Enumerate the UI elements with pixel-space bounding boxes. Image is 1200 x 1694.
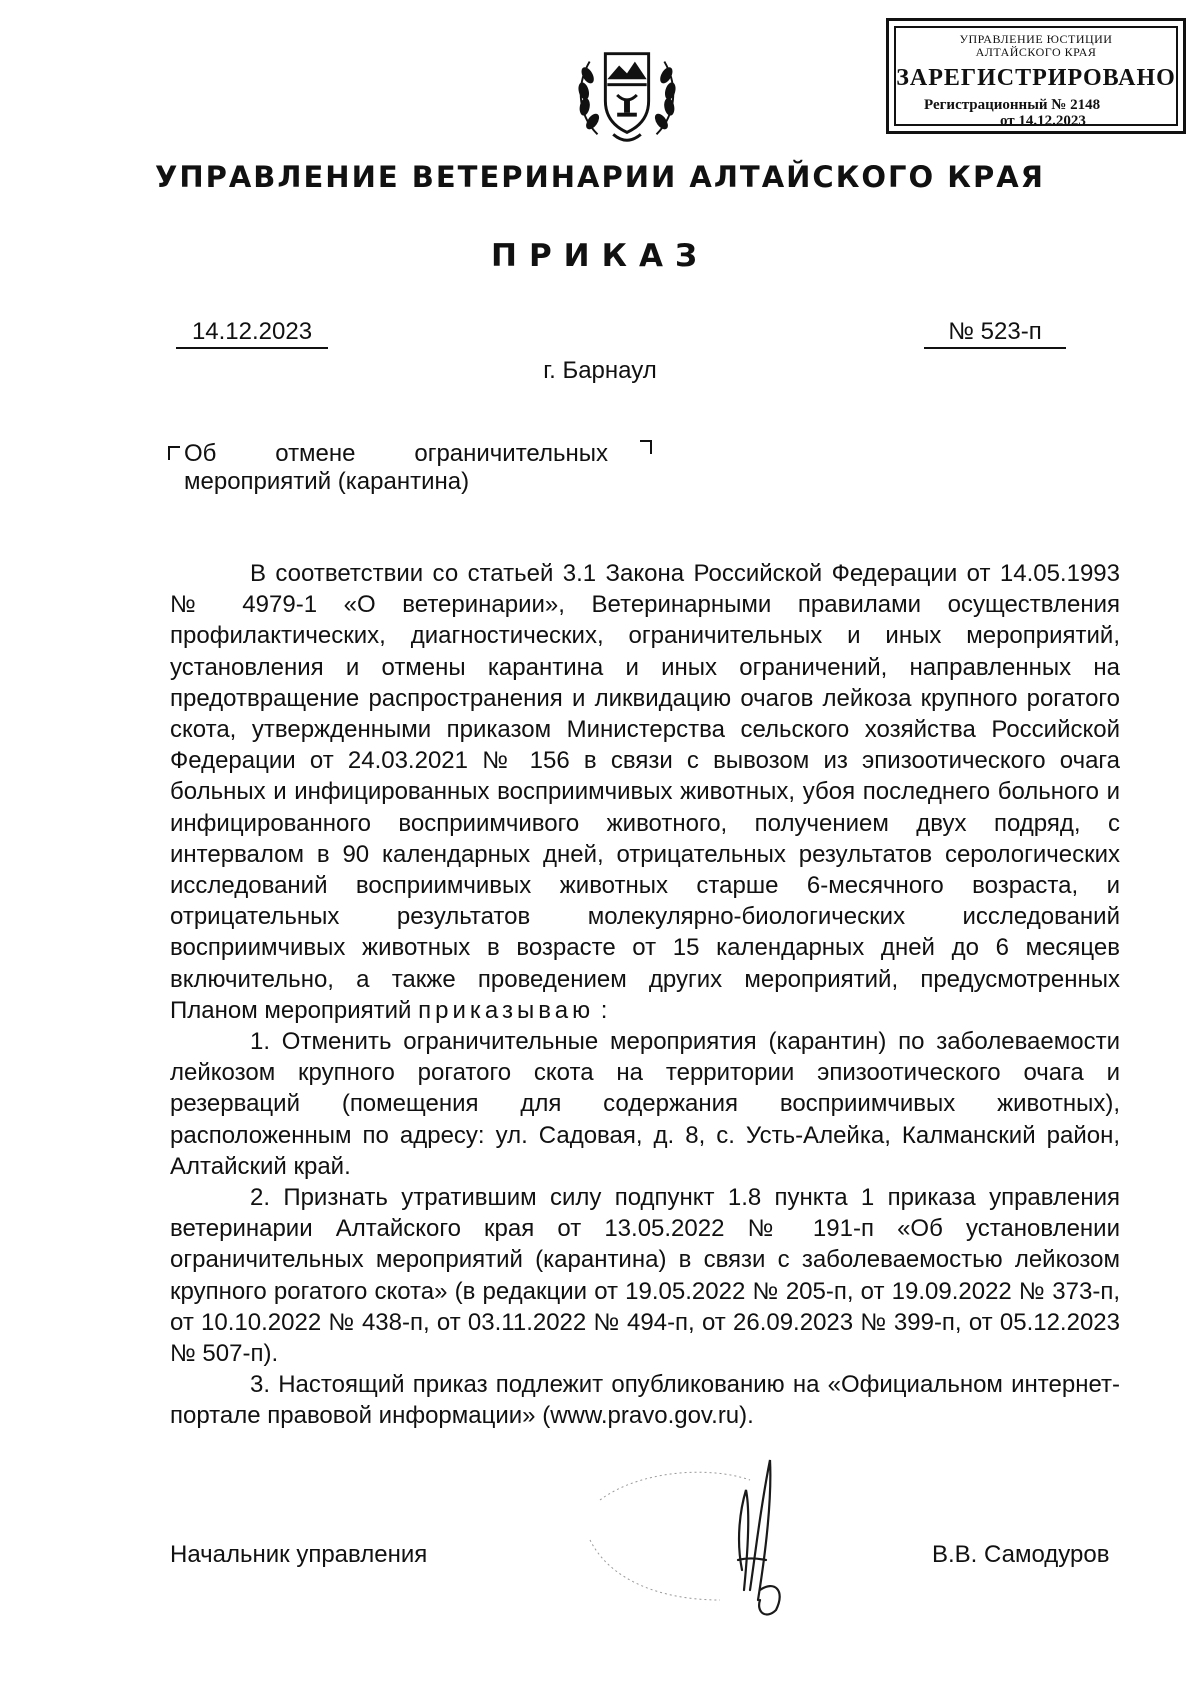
stamp-registration-number: Регистрационный № 2148 xyxy=(924,97,1101,113)
stamp-registration-date: от 14.12.2023 xyxy=(1000,113,1086,129)
altai-coat-of-arms-icon xyxy=(568,36,686,154)
signatory-position: Начальник управления xyxy=(170,1541,428,1568)
document-subject: Об отмене ограничительных мероприятий (карантина) xyxy=(184,440,608,495)
order-item-1: 1. Отменить ограничительные мероприятия (карантин) по заболеваемости лейкозом крупного рогатого скота на территории эпизоотического очага и резерваций (помещения для содержания восприимчивых животных), расположенным по адресу: ул. Садовая, д. 8, с. Усть-Алейка, Калманский район, Алтайский край. xyxy=(170,1028,1120,1180)
handwritten-signature-icon xyxy=(560,1440,860,1630)
subject-bracket-left xyxy=(168,446,180,460)
document-body xyxy=(170,558,1120,1432)
preamble-text: В соответствии со статьей 3.1 Закона Российской Федерации от 14.05.1993 № 4979-1 «О ветеринарии», Ветеринарными правилами осуществления профилактических, диагностических, ограничительных и иных мероприятий, установления и отмены карантина и иных ограничений, направленных на предотвращение распространения и ликвидацию очагов лейкоза крупного рогатого скота, утвержденными приказом Министерства сельского хозяйства Российской Федерации от 24.03.2021 № 156 в связи с вывозом из эпизоотического очага больных и инфицированных восприимчивых животных, убоя последнего больного и инфицированного восприимчивого животного, получением двух подряд, с интервалом в 90 календарных дней, отрицательных результатов серологических исследований восприимчивых животных старше 6-месячного возраста, и отрицательных результатов молекулярно-биологических исследований восприимчивых животных в возрасте от 15 календарных дней до 6 месяцев включительно, а также проведением других мероприятий, предусмотренных Планом мероприятий xyxy=(170,560,1120,1024)
stamp-inner-frame xyxy=(894,26,1178,129)
subject-bracket-right xyxy=(640,440,652,454)
signatory-name: В.В. Самодуров xyxy=(932,1541,1110,1568)
stamp-org-line1: УПРАВЛЕНИЕ ЮСТИЦИИ xyxy=(959,32,1113,46)
order-colon: : xyxy=(594,996,608,1024)
registration-stamp xyxy=(886,18,1186,134)
stamp-organization xyxy=(896,33,1176,59)
organization-title: УПРАВЛЕНИЕ ВЕТЕРИНАРИИ АЛТАЙСКОГО КРАЯ xyxy=(154,160,1046,194)
document-type-heading: ПРИКАЗ xyxy=(491,238,709,274)
order-item-2: 2. Признать утратившим силу подпункт 1.8 пункта 1 приказа управления ветеринарии Алтайского края от 13.05.2022 № 191-п «Об установлении ограничительных мероприятий (карантина) в связи с заболеваемостью лейкозом крупного рогатого скота» (в редакции от 19.05.2022 № 205-п, от 19.09.2022 № 373-п, от 10.10.2022 № 438-п, от 03.11.2022 № 494-п, от 26.09.2023 № 399-п, от 05.12.2023 № 507-п). xyxy=(170,1184,1120,1368)
document-number: № 523-п xyxy=(924,318,1066,349)
stamp-org-line2: АЛТАЙСКОГО КРАЯ xyxy=(975,45,1097,59)
preamble-paragraph xyxy=(170,558,1120,1026)
document-city: г. Барнаул xyxy=(543,357,657,384)
stamp-status: ЗАРЕГИСТРИРОВАНО xyxy=(896,65,1176,91)
order-word: приказываю xyxy=(418,996,595,1024)
document-date: 14.12.2023 xyxy=(176,318,328,349)
order-item-3: 3. Настоящий приказ подлежит опубликованию на «Официальном интернет-портале правовой информации» (www.pravo.gov.ru). xyxy=(170,1371,1120,1430)
